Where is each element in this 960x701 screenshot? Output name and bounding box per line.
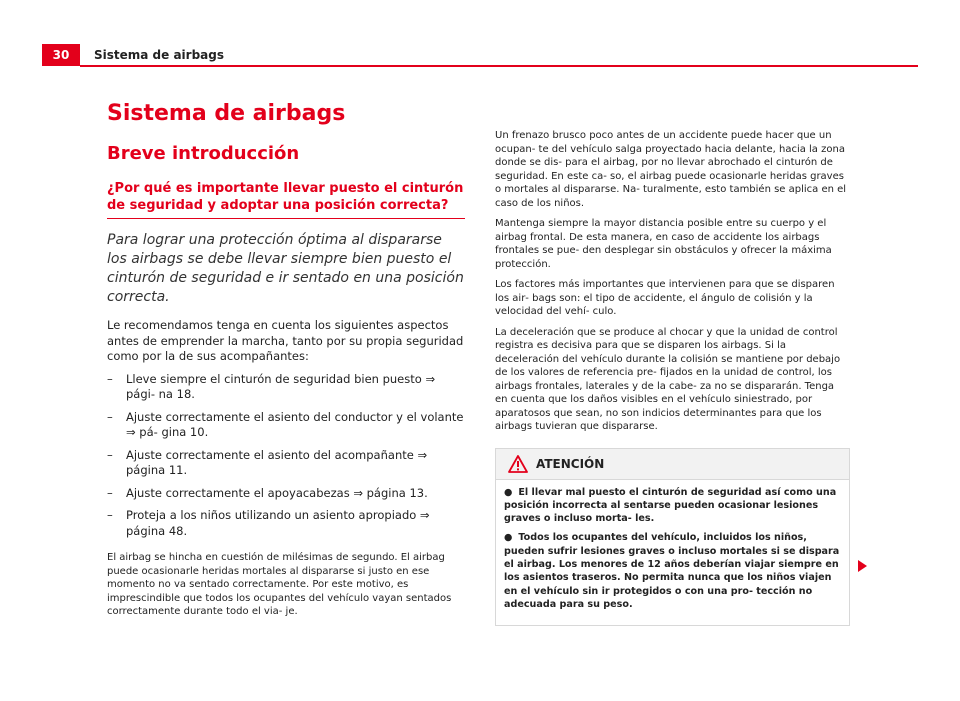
- running-header: Sistema de airbags: [94, 48, 225, 62]
- warning-item-text: Todos los ocupantes del vehículo, incluidos los niños, pueden sufrir lesiones graves o incluso mortales si se dispara el airbag. Los menores de 12 años deberían viajar siempre en los asientos traseros. No permita nunca que los niños viajen en el vehículo sin ir protegidos o con una pro‑ tección no adecuada para su peso.: [504, 532, 840, 610]
- warning-item: [504, 486, 841, 526]
- warning-item-text: El llevar mal puesto el cinturón de seguridad así como una posición incorrecta al sentarse pueden ocasionar lesiones graves o incluso morta‑ les.: [504, 486, 837, 525]
- left-column: [107, 100, 465, 619]
- header-rule: [80, 65, 918, 67]
- checklist: [107, 372, 465, 540]
- subsection-question: ¿Por qué es importante llevar puesto el cinturón de seguridad y adoptar una posición correcta?: [107, 180, 465, 219]
- bullet-icon: ●: [504, 532, 513, 544]
- warning-header: [496, 449, 849, 480]
- checklist-item: – Ajuste correctamente el apoyacabezas ⇒ página 13.: [107, 486, 465, 502]
- right-column: [495, 129, 848, 626]
- body-paragraph: Mantenga siempre la mayor distancia posible entre su cuerpo y el airbag frontal. De esta manera, en caso de accidente los airbags frontales se pue‑ den desplegar sin obstáculos y ofrecer la máxima protección.: [495, 218, 832, 270]
- warning-body: [496, 480, 849, 626]
- body-paragraph: La deceleración que se produce al chocar y que la unidad de control registra es decisiva para que se disparen los airbags. Si la deceleración del vehículo durante la colisión se mantiene por debajo de los valores de referencia pre‑ fijados en la unidad de control, los airbags frontales, laterales y de la cabe‑ za no se dispararán. Tenga en cuenta que los daños visibles en el vehículo siniestrado, por aparatosos que sean, no son indicios determinantes para que los airbags tuvieran que dispararse.: [495, 326, 841, 432]
- continue-arrow-icon: [858, 560, 867, 572]
- checklist-item: – Proteja a los niños utilizando un asiento apropiado ⇒ página 48.: [107, 508, 465, 539]
- warning-triangle-icon: [508, 455, 528, 473]
- checklist-item: – Ajuste correctamente el asiento del conductor y el volante ⇒ pá‑ gina 10.: [107, 410, 465, 441]
- warning-item: [504, 531, 841, 611]
- intro-paragraph: Le recomendamos tenga en cuenta los siguientes aspectos antes de emprender la marcha, tanto por su propia seguridad como por la de sus acompañantes:: [107, 318, 464, 363]
- checklist-item: – Ajuste correctamente el asiento del acompañante ⇒ página 11.: [107, 448, 465, 479]
- warning-title: ATENCIÓN: [536, 456, 605, 471]
- note-paragraph: El airbag se hincha en cuestión de milésimas de segundo. El airbag puede ocasionarle heridas mortales al dispararse si justo en ese momento no va sentado correctamente. Por este motivo, es imprescindible que todos los ocupantes del vehículo vayan sentados correctamente durante todo el via‑ je.: [107, 552, 452, 617]
- body-paragraph: Un frenazo brusco poco antes de un accidente puede hacer que un ocupan‑ te del vehículo salga proyectado hacia delante, hacia la zona donde se dis‑ para el airbag, por no llevar abrochado el cinturón de seguridad. En este ca‑ so, el airbag puede ocasionarle heridas graves o mortales al dispararse. Na‑ turalmente, esto también se aplica en el caso de los niños.: [495, 130, 847, 209]
- checklist-item: – Lleve siempre el cinturón de seguridad bien puesto ⇒ pági‑ na 18.: [107, 372, 465, 403]
- body-paragraph: Los factores más importantes que intervienen para que se disparen los air‑ bags son: el tipo de accidente, el ángulo de colisión y la velocidad del vehí‑ culo.: [495, 279, 835, 317]
- section-heading: Breve introducción: [107, 143, 300, 164]
- bullet-icon: ●: [504, 486, 513, 498]
- page-number: 30: [42, 44, 80, 66]
- page-title: Sistema de airbags: [107, 101, 346, 126]
- lead-paragraph: Para lograr una protección óptima al dispararse los airbags se debe llevar siempre bien puesto el cinturón de seguridad e ir sentado en una posición correcta.: [107, 232, 464, 305]
- warning-box: [495, 448, 850, 627]
